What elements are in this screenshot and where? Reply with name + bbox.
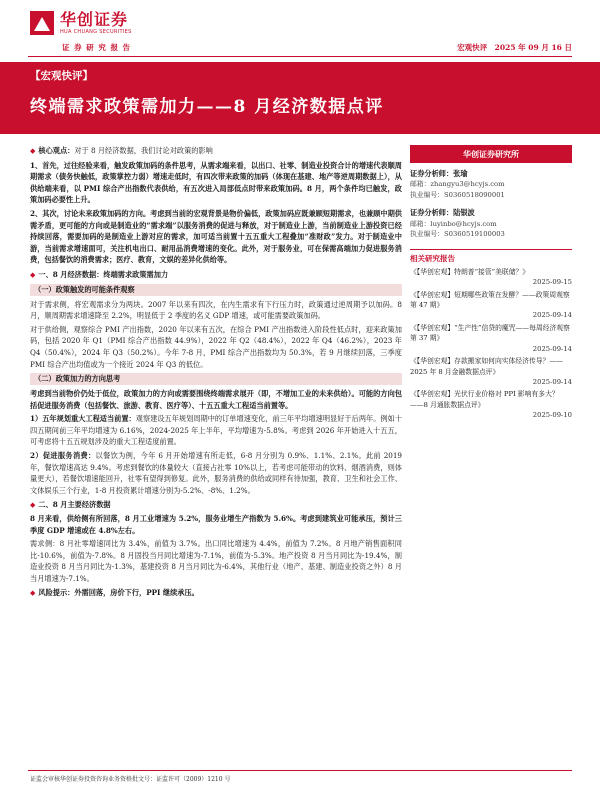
diamond-bullet-icon: ◆	[30, 269, 36, 279]
paragraph-1: 1、首先，过往经验来看，触发政策加码的条件思考，从需求端来看，以出口、社零、制造业投资合计的增速代表顺周期需求（债务快触低，政策掌控力弱）增速走低时，有四次带来政策的加码（体现在基建、地产等逆周期数据上），从供给端来看，以 PMI 综合产出指数代表供给，有五次进入局部低点时带来政策加码。8 月，两个条件均已触发，政策加码必要性上升。	[30, 160, 402, 205]
diamond-bullet-icon: ◆	[30, 588, 36, 597]
footer-license: 证监会审核华创证券投资咨询业务资格批文号：证监许可（2009）1210 号	[30, 776, 231, 783]
institute-header: 华创证券研究所	[410, 145, 572, 163]
subsection-1a-title: （一）政策触发的可能条件观察	[30, 284, 402, 296]
analyst-1-role: 证券分析师：张瑜	[410, 169, 468, 178]
analyst-2-name: 陆银波	[453, 208, 475, 218]
logo-en-text: HUA CHUANG SECURITIES	[60, 28, 132, 35]
related-report-item[interactable]	[410, 356, 572, 387]
subsection-1b-title: （二）政策加力的方向思考	[30, 373, 402, 385]
analyst-2-cert: 执业编号：S0360519100003	[410, 230, 505, 239]
company-logo	[30, 8, 150, 38]
logo-cn-text: 华创证券	[60, 9, 129, 29]
header-divider	[28, 56, 572, 57]
analyst-1-name: 张瑜	[453, 169, 468, 178]
analyst-1-cert: 执业编号：S0360518090001	[410, 190, 505, 199]
related-report-date: 2025-09-15	[532, 278, 572, 287]
paragraph-6: 1）五年规划重大工程适当前置：观察建设五年规划周期中的订单增速变化，前三年平均增速明显好于后两年。例如十四五期间前三年平均增速为 6.16%，2024-2025 年上半年，平均增速为-5.8%。考虑到 2026 年开始进入十五五，可考虑将十五五规划涉及的重大工程适度前置。	[30, 414, 402, 447]
main-content	[30, 145, 402, 601]
analyst-2-email: 邮箱：luyinbo@hcyjs.com	[410, 219, 497, 228]
sidebar-divider	[410, 249, 572, 250]
paragraph-4: 对于供给侧，观察综合 PMI 产出指数，2020 年以来有五次，在综合 PMI 产出指数进入阶段性低点时，迎来政策加码，包括 2020 年 Q1（PMI 综合产出指数 44.9%），2022 年 Q2（48.4%），2022 年 Q4（46.2%），2023 年 Q4（50.4%），2024 年 Q3（50.2%）。今年 7-8 月，PMI 综合产出指数均为 50.3%，若 9 月继续回落，三季度 PMI 综合产出均值或为一个接近 2024 年 Q3 的低位。	[30, 324, 402, 369]
related-report-date: 2025-09-14	[532, 377, 572, 386]
paragraph-2: 2、其次，讨论未来政策加码的方向。考虑到当前的宏观背景是物价偏低，政策加码应既兼顾短期需求，也兼顾中期供需矛盾，更可能的方向或是制造业的“需求端”以服务消费的促进与释放，对于制造业上游，当前制造业上游投资已经持续回落，需要加码的是制造业上游对应的需求，加可适当前置十五五重大工程叠加“准财政”发力。对于制造业中游，当前需求增速面可，关注机电出口、耐用品消费增速的变化。此外，对于服务业，可在保需高端加力促进服务消费，包括餐饮的消费需求；医疗、教育，文娱的差异化供给等。	[30, 208, 402, 265]
paragraph-9: 需求侧：8 月社零增速同比为 3.4%，前值为 3.7%。出口同比增速为 4.4%，前值为 7.2%。8 月地产销售面积同比-10.6%，前值为-7.8%。8 月固投当月同比增速为-7.1%，前值为-5.3%。地产投资 8 月当月同比为-19.4%，制造业投资 8 月当月同比为-1.3%，基建投资 8 月当月同比为-6.4%，其他行业（地产、基建、制造业投资之外）8 月当月增速为-7.1%。	[30, 539, 402, 583]
logo-mark-icon	[30, 11, 54, 35]
diamond-bullet-icon: ◆	[30, 500, 36, 510]
related-report-title[interactable]: 《【华创宏观】存款搬家如何向实体经济传导？——2025 年 8 月金融数据点评》	[410, 357, 563, 376]
header-subtitle: 证 券 研 究 报 告	[62, 43, 132, 52]
sidebar	[410, 145, 572, 421]
footer-divider	[28, 770, 572, 771]
risk-warning: ◆ 风险提示：外需回落，房价下行，PPI 继续承压。	[30, 587, 199, 597]
paragraph-8: 8 月来看，供给侧有所回落，8 月工业增速为 5.2%，服务业增生产指数为 5.6%。考虑到建筑业可能承压，预计三季度 GDP 增速或在 4.8%左右。	[30, 514, 402, 535]
paragraph-5: 考虑到当前物价仍处于低位，政策加力的方向或需要围绕终端需求展开（即，不增加工业的未来供给）。可能的方向包括促进服务消费（包括餐饮、旅游、教育、医疗等）、十五五重大工程适当前置等。	[30, 389, 402, 410]
related-report-item[interactable]	[410, 267, 572, 288]
report-title: 终端需求政策需加力——8 月经济数据点评	[30, 97, 384, 117]
section-2-title: ◆ 二、8 月主要经济数据	[30, 500, 111, 510]
related-report-title[interactable]: 《【华创宏观】“生产性”信贷的魔咒——每周经济观察第 37 期》	[410, 323, 570, 343]
related-report-title[interactable]: 《【华创宏观】光伏行业价格对 PPI 影响有多大？——8 月通胀数据点评》	[410, 390, 559, 409]
analyst-1-email: 邮箱：zhangyu3@hcyjs.com	[410, 180, 505, 189]
related-report-item[interactable]	[410, 323, 572, 354]
related-report-item[interactable]	[410, 290, 572, 321]
paragraph-7: 2）促进服务消费：以餐饮为例，今年 6 月开始增速有所走低，6-8 月分别为 0.9%、1.1%、2.1%。此前 2019 年，餐饮增速高达 9.4%。考虑到餐饮的体量较大（直接占社零 10%以上，若考虑可能带动的饮料、烟酒消费，则体量更大），若餐饮增速能回升，社零有望得到修复。此外，服务消费的供给或同样有待加强，教育、卫生和社会工作、文体娱乐三个行业，1-8 月投资累计增速分别为-5.2%、-8%、1.2%。	[30, 451, 402, 495]
related-report-date: 2025-09-14	[532, 311, 572, 320]
section-1-title: ◆ 一、8 月经济数据：终端需求政策需加力	[30, 269, 169, 279]
related-report-title[interactable]: 《【华创宏观】短期哪些政策在发酵？——政策周观察第 47 期》	[410, 290, 570, 310]
related-report-title[interactable]: 《【华创宏观】特朗普“接管”美联储？》	[410, 267, 530, 276]
header-date: 宏观快评 2025 年 09 月 16 日	[457, 43, 572, 52]
analyst-2-role: 证券分析师：陆银波	[410, 208, 475, 218]
related-report-date: 2025-09-14	[532, 344, 572, 353]
diamond-bullet-icon: ◆	[30, 147, 36, 155]
related-report-item[interactable]	[410, 389, 572, 420]
report-header	[0, 0, 600, 62]
related-reports-title: 相关研究报告	[410, 254, 455, 264]
core-view: ◆ 核心观点：对于 8 月经济数据，我们讨论对政策的影响	[30, 146, 213, 155]
paragraph-3: 对于需求侧，将宏观需求分为两块。2007 年以来有四次，在内生需求有下行压力时，政策通过逆周期予以加码。8 月，顺周期需求增速降至 2.2%，明显低于 2 季度的名义 GDP 增速，或可能需要政策加码。	[30, 299, 402, 321]
report-category: 【宏观快评】	[30, 70, 93, 82]
related-report-date: 2025-09-10	[532, 411, 572, 420]
